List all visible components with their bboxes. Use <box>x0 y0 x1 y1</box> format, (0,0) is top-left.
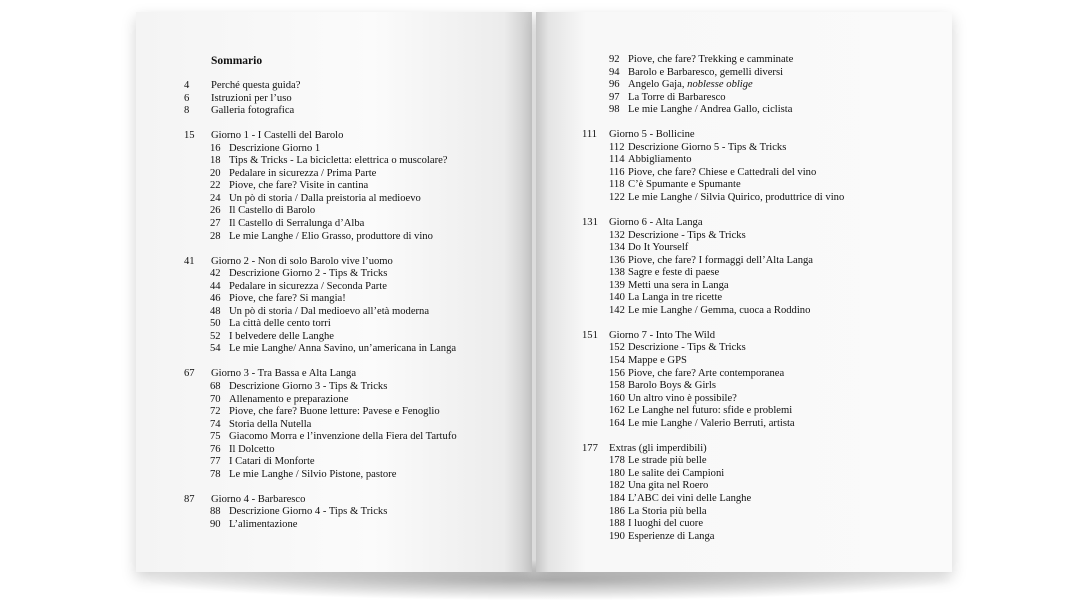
toc-entry-label: Le salite dei Campioni <box>628 467 725 479</box>
toc-page-number: 96 <box>609 79 620 91</box>
toc-entry-text <box>229 281 387 294</box>
toc-entry-label: Extras (gli imperdibili) <box>609 442 707 454</box>
toc-page-number: 188 <box>609 518 625 530</box>
toc-entry-label: Perché questa guida? <box>211 80 301 91</box>
toc-entry-label: Descrizione Giorno 4 - Tips & Tricks <box>229 506 388 518</box>
toc-entry-label: Giorno 1 - I Castelli del Barolo <box>211 130 344 142</box>
toc-entry <box>184 230 433 244</box>
toc-page-number: 48 <box>210 305 221 317</box>
toc-page-number: 46 <box>210 293 221 305</box>
toc-page-number: 52 <box>210 330 221 342</box>
toc-page-number: 186 <box>609 505 625 517</box>
toc-page-number: 139 <box>609 279 625 291</box>
toc-section <box>184 130 448 243</box>
toc-entry-text <box>628 405 792 418</box>
toc-entry <box>184 205 316 218</box>
toc-page-number: 134 <box>609 242 625 254</box>
toc-page-number: 151 <box>582 329 598 341</box>
toc-page-number: 160 <box>609 392 625 404</box>
toc-entry-label: Giorno 3 - Tra Bassa e Alta Langa <box>211 368 357 380</box>
toc-page-number: 90 <box>210 518 221 530</box>
toc-entry <box>184 217 365 231</box>
toc-entry <box>184 305 430 319</box>
toc-entry-label: I Catari di Monforte <box>229 456 315 468</box>
toc-entry-label: Pedalare in sicurezza / Seconda Parte <box>229 280 387 292</box>
toc-entry-label: Il Dolcetto <box>229 443 275 455</box>
toc-page-number: 70 <box>210 393 221 405</box>
toc-entry-text <box>628 179 741 192</box>
toc-entry <box>184 468 397 482</box>
toc-page-number: 177 <box>582 442 598 454</box>
toc-page-number: 78 <box>210 468 221 480</box>
toc-entry-label: Le mie Langhe/ Anna Savino, un’americana in Langa <box>229 343 457 355</box>
toc-page-number: 67 <box>184 368 195 380</box>
toc-section <box>184 255 457 356</box>
toc-page-number: 178 <box>609 455 625 467</box>
toc-page-number: 18 <box>210 155 221 167</box>
toc-entry-text <box>211 130 343 143</box>
toc-entry-label: Le Langhe nel futuro: sfide e problemi <box>628 405 793 417</box>
toc-entry-text <box>229 268 387 281</box>
toc-page-number: 41 <box>184 255 195 267</box>
toc-entry <box>184 268 388 281</box>
toc-page-number: 76 <box>210 443 221 455</box>
toc-entry-label: Giorno 4 - Barbaresco <box>211 493 306 505</box>
toc-entry-text <box>628 506 707 519</box>
toc-page-number: 44 <box>210 280 221 292</box>
toc-entry-label: Descrizione Giorno 3 - Tips & Tricks <box>229 380 388 392</box>
toc-page-number: 114 <box>609 154 625 166</box>
toc-entry <box>184 456 315 469</box>
toc-entry <box>184 80 301 93</box>
toc-entry-text <box>628 280 729 293</box>
toc-entry-label: I luoghi del cuore <box>628 518 704 530</box>
toc-entry-text <box>229 444 275 457</box>
toc-entry <box>184 293 346 306</box>
toc-entry <box>184 330 334 344</box>
toc-chapter-heading <box>184 255 393 269</box>
toc-page-number: 68 <box>210 380 221 392</box>
toc-entry-label: Un altro vino è possibile? <box>628 392 737 404</box>
toc-entry-text <box>211 368 356 381</box>
toc-page-number: 16 <box>210 142 221 154</box>
toc-section <box>184 493 388 532</box>
toc-entry-text <box>211 256 393 269</box>
toc-chapter-heading <box>184 493 306 507</box>
toc-page-number: 118 <box>609 179 625 191</box>
toc-entry <box>184 393 349 407</box>
toc-entry <box>184 192 421 206</box>
toc-entry-text <box>609 330 715 343</box>
toc-entry-text <box>628 230 746 243</box>
toc-page-number: 72 <box>210 406 221 418</box>
toc-entry-text <box>211 93 292 106</box>
toc-entry-label: Storia della Nutella <box>229 418 312 430</box>
toc-entry-text <box>229 519 297 532</box>
toc-entry-label: Descrizione - Tips & Tricks <box>628 229 746 241</box>
toc-entry-text <box>609 129 695 142</box>
toc-entry-label: Le mie Langhe / Andrea Gallo, ciclista <box>628 104 793 116</box>
toc-entry-text <box>211 80 300 93</box>
toc-page-number: 77 <box>210 456 221 468</box>
toc-entry-text <box>628 104 792 117</box>
toc-page-number: 156 <box>609 367 625 379</box>
toc-entry-text <box>628 142 786 155</box>
toc-entry-text <box>229 205 315 218</box>
toc-page-number: 74 <box>210 418 221 430</box>
toc-entry-label: Do It Yourself <box>628 242 689 254</box>
toc-entry-text <box>628 267 719 280</box>
toc-entry-label: Giorno 6 - Alta Langa <box>609 217 703 229</box>
toc-entry-text <box>628 242 688 255</box>
toc-entry-text <box>229 419 311 432</box>
toc-entry-text <box>229 318 331 331</box>
toc-entry-text <box>628 355 687 368</box>
toc-entry <box>184 406 440 419</box>
toc-entry-label: Descrizione - Tips & Tricks <box>628 342 746 354</box>
toc-entry-text <box>229 343 456 356</box>
toc-entry-label: Piove, che fare? Chiese e Cattedrali del vino <box>628 166 817 178</box>
toc-entry-text <box>628 468 724 481</box>
toc-entry-label: L’alimentazione <box>229 518 298 530</box>
toc-entry-label: Piove, che fare? Trekking e camminate <box>628 54 794 65</box>
toc-entry-label: Giorno 2 - Non di solo Barolo vive l’uomo <box>211 255 393 267</box>
toc-entry-text <box>628 480 708 493</box>
toc-entry-label: La Torre di Barbaresco <box>628 91 726 103</box>
toc-entry-label: Descrizione Giorno 2 - Tips & Tricks <box>229 268 388 280</box>
left-page <box>136 12 532 572</box>
toc-entry-label: Mappe e GPS <box>628 354 687 366</box>
toc-page-number: 136 <box>609 254 625 266</box>
toc-entry-label: Tips & Tricks - La bicicletta: elettrica o muscolare? <box>229 155 448 167</box>
toc-entry <box>184 155 448 168</box>
toc-page-number: 111 <box>582 129 598 141</box>
toc-entry <box>184 180 369 193</box>
toc-entry <box>184 443 275 457</box>
toc-chapter-heading <box>184 130 344 143</box>
toc-page-number: 152 <box>609 342 625 354</box>
toc-entry <box>184 343 457 356</box>
toc-entry-text <box>628 380 716 393</box>
toc-page-number: 162 <box>609 405 625 417</box>
toc-page-number: 132 <box>609 229 625 241</box>
toc-entry-label: Barolo Boys & Girls <box>628 380 716 392</box>
toc-entry <box>184 518 298 532</box>
toc-entry-text <box>229 143 320 156</box>
toc-page-number: 22 <box>210 180 221 192</box>
toc-entry-text <box>628 192 844 205</box>
toc-entry <box>184 142 321 156</box>
toc-entry-label: Descrizione Giorno 5 - Tips & Tricks <box>628 141 787 153</box>
toc-page-number: 28 <box>210 230 221 242</box>
toc-entry <box>184 418 312 432</box>
toc-entry-label: Piove, che fare? Visite in cantina <box>229 180 369 192</box>
toc-entry <box>184 105 295 118</box>
toc-left-column <box>184 55 457 544</box>
toc-page-number: 92 <box>609 54 620 65</box>
toc-entry-label: Giorno 7 - Into The Wild <box>609 329 715 341</box>
toc-entry-text <box>229 155 448 168</box>
toc-entry-text <box>229 231 433 244</box>
toc-entry-text <box>628 92 726 105</box>
toc-page-number: 75 <box>210 431 221 443</box>
toc-entry-text <box>229 469 396 482</box>
toc-entry-label: Le mie Langhe / Valerio Berruti, artista <box>628 417 795 429</box>
toc-page-number: 97 <box>609 91 620 103</box>
toc-entry-text <box>609 217 703 230</box>
toc-entry-text <box>229 306 429 319</box>
toc-entry-text <box>229 168 376 181</box>
toc-page-number: 27 <box>210 217 221 229</box>
toc-entry-label: Le mie Langhe / Silvio Pistone, pastore <box>229 468 397 480</box>
toc-entry-label: Il Castello di Barolo <box>229 205 316 217</box>
toc-entry-label: Piove, che fare? Si mangia! <box>229 293 346 305</box>
toc-entry-label: Giacomo Morra e l’invenzione della Fiera del Tartufo <box>229 431 457 443</box>
toc-entry-text <box>628 342 746 355</box>
toc-page-number: 154 <box>609 354 625 366</box>
toc-entry-label: Abbigliamento <box>628 154 692 166</box>
toc-entry <box>184 318 331 331</box>
toc-entry-text <box>628 455 707 468</box>
toc-page-number: 116 <box>609 166 625 178</box>
toc-page-number: 138 <box>609 267 625 279</box>
toc-entry-text <box>628 167 816 180</box>
toc-entry-label: Le mie Langhe / Gemma, cuoca a Roddino <box>628 304 811 316</box>
toc-page-number: 98 <box>609 104 620 116</box>
toc-entry-label: Piove, che fare? Buone letture: Pavese e Fenoglio <box>229 406 440 418</box>
toc-entry-label: Le mie Langhe / Silvia Quirico, produttrice di vino <box>628 191 845 203</box>
toc-page-number: 122 <box>609 191 625 203</box>
toc-entry-text <box>628 393 737 406</box>
toc-entry <box>184 92 292 106</box>
right-page <box>536 12 952 572</box>
toc-page-number: 6 <box>184 92 190 104</box>
toc-entry-text <box>628 67 783 80</box>
toc-chapter-heading <box>184 368 357 381</box>
toc-entry-label: Una gita nel Roero <box>628 480 709 492</box>
toc-entry-label: Galleria fotografica <box>211 105 295 117</box>
toc-entry-text <box>628 255 813 268</box>
toc-entry-text <box>628 368 784 381</box>
toc-entry-label: La Storia più bella <box>628 505 707 517</box>
toc-entry-label: L’ABC dei vini delle Langhe <box>628 492 752 504</box>
toc-entry-text <box>229 394 348 407</box>
toc-section <box>184 80 301 118</box>
toc-page-number: 87 <box>184 493 195 505</box>
toc-section <box>184 368 457 481</box>
toc-page-number: 42 <box>210 268 221 280</box>
toc-entry-italic: noblesse oblige <box>687 79 753 91</box>
toc-entry-label: Un pò di storia / Dalla preistoria al medioevo <box>229 192 421 204</box>
toc-entry-label: La città delle cento torri <box>229 318 331 330</box>
toc-page-number: 182 <box>609 480 625 492</box>
toc-entry <box>184 167 377 181</box>
toc-entry-label: I belvedere delle Langhe <box>229 330 334 342</box>
toc-entry-text <box>628 418 795 431</box>
toc-page-number: 131 <box>582 217 598 229</box>
toc-entry-label: Metti una sera in Langa <box>628 279 729 291</box>
toc-page-number: 94 <box>609 66 620 78</box>
toc-entry-text <box>211 494 305 507</box>
toc-page-number: 142 <box>609 304 625 316</box>
toc-page-number: 4 <box>184 80 190 91</box>
toc-entry-text <box>628 518 703 531</box>
toc-entry-text <box>609 443 707 456</box>
toc-entry-label: Istruzioni per l’uso <box>211 92 292 104</box>
toc-entry <box>184 280 387 294</box>
toc-page-number: 15 <box>184 130 195 142</box>
toc-entry-label: Le strade più belle <box>628 455 707 467</box>
toc-entry-label: Angelo Gaja, <box>628 79 688 91</box>
toc-entry-text <box>229 293 346 306</box>
toc-entry-text <box>628 54 793 67</box>
toc-entry <box>184 431 457 444</box>
toc-entry-label: Piove, che fare? Arte contemporanea <box>628 367 785 379</box>
toc-entry-text <box>628 292 722 305</box>
toc-entry-text <box>628 79 753 92</box>
toc-entry-label: Esperienze di Langa <box>628 530 715 542</box>
toc-entry-label: Allenamento e preparazione <box>229 393 349 405</box>
toc-page-number: 24 <box>210 192 221 204</box>
toc-page-number: 8 <box>184 105 190 117</box>
toc-entry-text <box>229 506 387 519</box>
toc-page-number: 164 <box>609 417 625 429</box>
toc-entry-label: Descrizione Giorno 1 <box>229 142 321 154</box>
toc-entry-text <box>229 218 364 231</box>
toc-page-number: 190 <box>609 530 625 542</box>
toc-entry-text <box>628 493 751 506</box>
toc-entry-label: Barolo e Barbaresco, gemelli diversi <box>628 66 784 78</box>
toc-entry-label: C’è Spumante e Spumante <box>628 179 741 191</box>
toc-entry-text <box>229 456 315 469</box>
toc-entry-text <box>229 331 334 344</box>
toc-entry-text <box>628 305 810 318</box>
toc-page-number: 180 <box>609 467 625 479</box>
toc-entry-text <box>229 406 440 419</box>
toc-entry-text <box>229 193 421 206</box>
toc-entry-text <box>229 180 368 193</box>
toc-page-number: 26 <box>210 205 221 217</box>
toc-page-number: 20 <box>210 167 221 179</box>
toc-entry-text <box>211 105 294 118</box>
toc-entry-label: Un pò di storia / Dal medioevo all’età moderna <box>229 305 430 317</box>
toc-entry-label: Piove, che fare? I formaggi dell’Alta Langa <box>628 254 814 266</box>
toc-entry-label: Giorno 5 - Bollicine <box>609 129 695 141</box>
toc-title: Sommario <box>211 55 263 67</box>
toc-entry-label: Le mie Langhe / Elio Grasso, produttore di vino <box>229 230 433 242</box>
toc-entry-text <box>229 431 457 444</box>
toc-entry-text <box>628 531 714 544</box>
toc-entry-text <box>628 154 692 167</box>
toc-page-number: 54 <box>210 343 221 355</box>
toc-entry <box>184 380 388 394</box>
toc-entry-label: La Langa in tre ricette <box>628 292 723 304</box>
toc-page-number: 158 <box>609 380 625 392</box>
toc-page-number: 88 <box>210 506 221 518</box>
toc-entry <box>184 506 388 519</box>
toc-page-number: 112 <box>609 141 625 153</box>
toc-page-number: 184 <box>609 492 625 504</box>
toc-entry-label: Il Castello di Serralunga d’Alba <box>229 217 365 229</box>
toc-page-number: 140 <box>609 292 625 304</box>
toc-entry-label: Sagre e feste di paese <box>628 267 720 279</box>
toc-page-number: 50 <box>210 318 221 330</box>
toc-entry-text <box>229 381 387 394</box>
toc-entry-label: Pedalare in sicurezza / Prima Parte <box>229 167 377 179</box>
